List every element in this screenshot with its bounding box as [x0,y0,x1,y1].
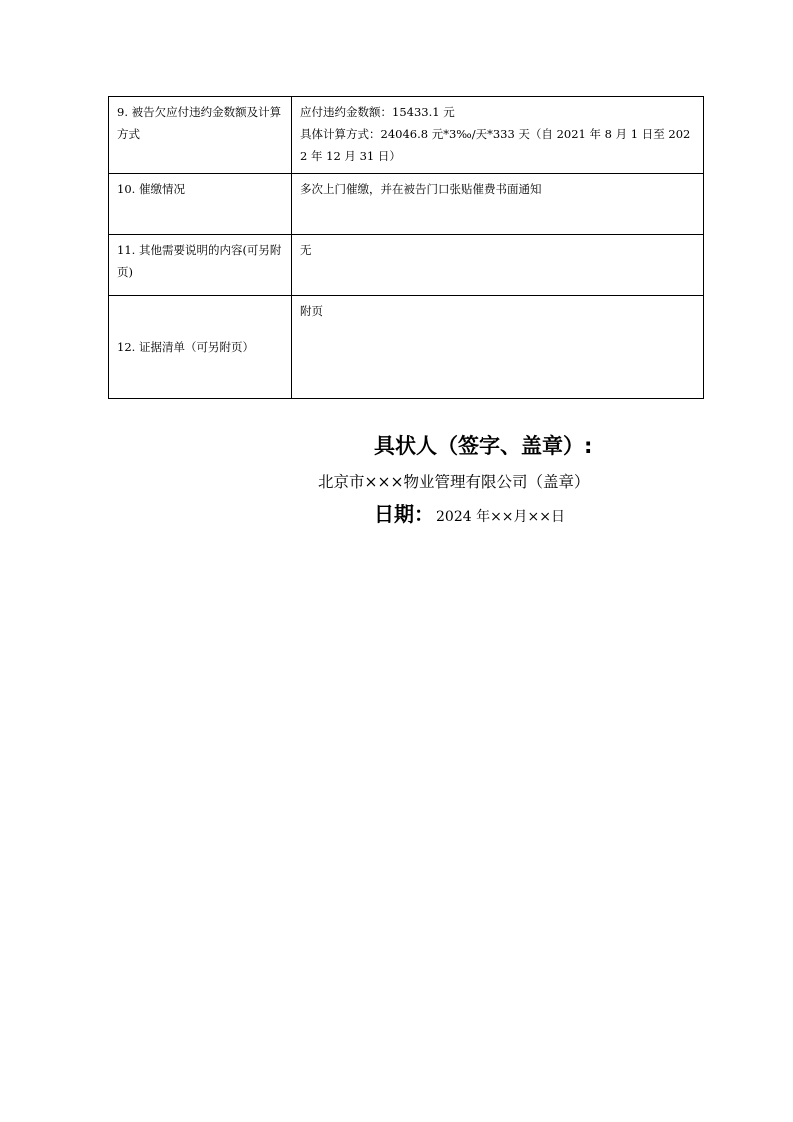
row-label-penalty: 9. 被告欠应付违约金数额及计算方式 [109,97,292,174]
table-row [109,235,704,296]
date-value: 2024 年××月××日 [436,509,566,525]
other-notes-text: 无 [300,243,312,257]
row-label-collection: 10. 催缴情况 [109,174,292,235]
signature-company: 北京市×××物业管理有限公司（盖章） [318,473,590,491]
row-label-evidence: 12. 证据清单（可另附页） [109,296,292,399]
table-row [109,296,704,399]
row-value-penalty [292,97,704,174]
table-row [109,97,704,174]
row-value-evidence [292,296,704,399]
row-value-other-notes [292,235,704,296]
evidence-text: 附页 [300,304,323,318]
penalty-amount-text: 应付违约金数额：15433.1 元 [300,105,455,119]
signature-title: 具状人（签字、盖章）: [374,434,593,458]
date-label: 日期： [374,502,434,526]
table-row [109,174,704,235]
complaint-form-table [108,96,704,399]
row-label-other-notes: 11. 其他需要说明的内容(可另附页) [109,235,292,296]
penalty-calculation-text: 具体计算方式：24046.8 元*3‰/天*333 天（自 2021 年 8 月 1 日至 2022 年 12 月 31 日） [300,127,691,163]
row-value-collection [292,174,704,235]
signature-date [374,498,565,527]
collection-text: 多次上门催缴，并在被告门口张贴催费书面通知 [300,182,542,196]
